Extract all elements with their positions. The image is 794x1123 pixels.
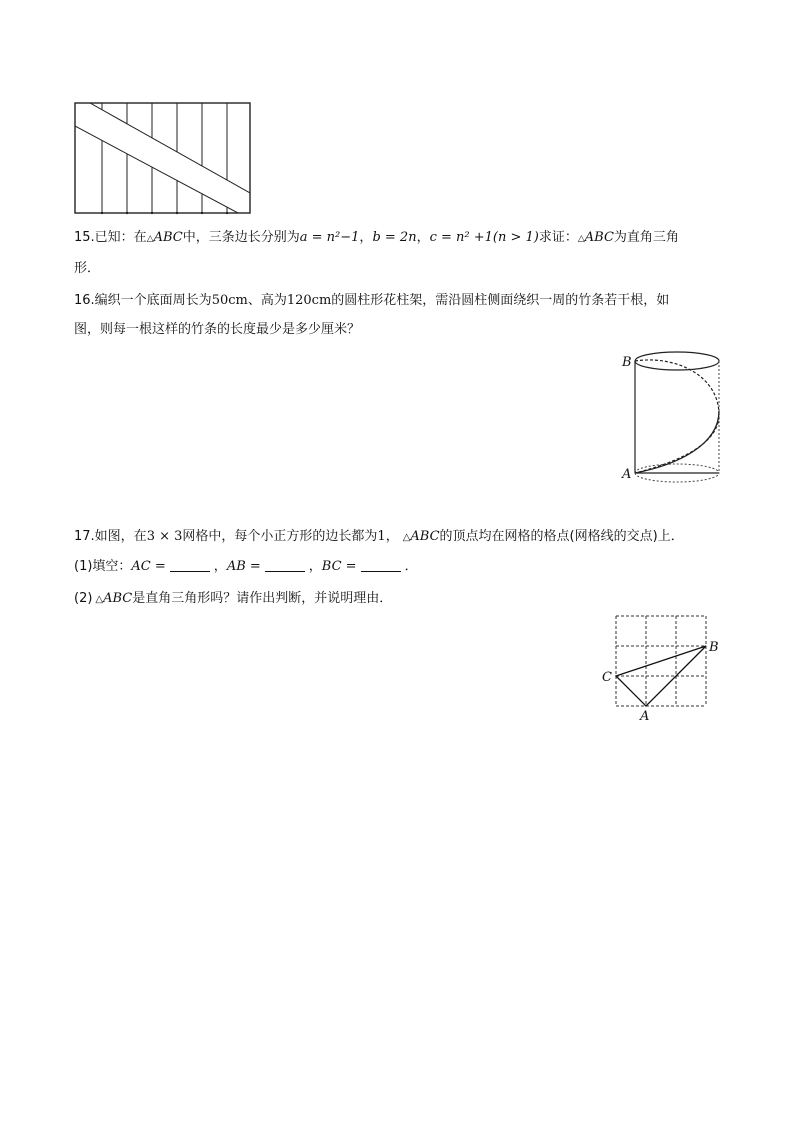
separator: ，: [416, 230, 430, 245]
height-value: 120cm: [286, 293, 332, 308]
triangle-name: ABC: [410, 529, 440, 544]
q15-text: 中，三条边长分别为: [182, 230, 300, 245]
grid-triangle-figure: [598, 610, 728, 725]
q17-part-2: [74, 590, 392, 609]
separator: ．: [404, 559, 418, 574]
stripes-band-figure: [70, 98, 255, 218]
point-b-label: B: [709, 640, 719, 655]
q17-text: 17.如图，在: [74, 529, 147, 544]
q17-text: 的顶点均在网格的格点(网格线的交点)上．: [439, 529, 684, 544]
ab-answer-blank[interactable]: [265, 559, 305, 572]
q15-line-2: [74, 260, 100, 278]
cylinder-figure: [615, 345, 730, 490]
q16-text: 图，则每一根这样的竹条的长度最少是多少厘米？: [74, 322, 361, 337]
triangle-name: ABC: [103, 591, 133, 606]
side-b-expression: b = 2n: [372, 230, 417, 245]
q17-text: (2): [74, 591, 93, 606]
triangle-symbol: △: [577, 234, 585, 244]
q15-text: 为直角三角: [613, 230, 679, 245]
triangle-symbol: △: [146, 234, 154, 244]
side-c-expression: c = n² +1(n > 1): [429, 230, 539, 245]
separator: ，: [385, 529, 399, 544]
q15-text: 求证：: [538, 230, 578, 245]
q17-line-1: [74, 528, 684, 547]
unit-length: 1: [377, 529, 386, 544]
ac-label: AC =: [131, 559, 166, 574]
separator: ，: [213, 559, 227, 574]
point-a-label: A: [622, 467, 632, 482]
q16-text: 16.编织一个底面周长为: [74, 293, 212, 308]
q15-line-1: [74, 229, 679, 248]
point-b-label: B: [622, 355, 632, 370]
ab-label: AB =: [226, 559, 261, 574]
triangle-name: ABC: [153, 230, 183, 245]
q16-line-1: [74, 292, 669, 310]
q17-text: (1)填空：: [74, 559, 132, 574]
separator: ，: [308, 559, 322, 574]
side-a-expression: a = n²−1: [299, 230, 360, 245]
triangle-name: ABC: [584, 230, 614, 245]
ac-answer-blank[interactable]: [170, 559, 210, 572]
grid-size: 3 × 3: [146, 529, 183, 544]
q17-text: 网格中，每个小正方形的边长都为: [182, 529, 378, 544]
separator: ，: [359, 230, 373, 245]
q16-line-2: [74, 321, 360, 339]
q17-text: 是直角三角形吗？请作出判断，并说明理由．: [132, 591, 393, 606]
triangle-symbol: △: [95, 594, 104, 605]
triangle-symbol: △: [402, 532, 411, 543]
q15-text: 15.已知：在: [74, 230, 147, 245]
q17-part-1: [74, 558, 418, 576]
q15-text: 形．: [74, 261, 101, 276]
point-a-label: A: [640, 709, 650, 724]
bc-answer-blank[interactable]: [361, 559, 401, 572]
q16-text: 的圆柱形花柱架，需沿圆柱侧面绕织一周的竹条若干根，如: [331, 293, 670, 308]
q16-text: 、高为: [247, 293, 287, 308]
circumference-value: 50cm: [211, 293, 248, 308]
bc-label: BC =: [321, 559, 357, 574]
point-c-label: C: [602, 670, 612, 685]
